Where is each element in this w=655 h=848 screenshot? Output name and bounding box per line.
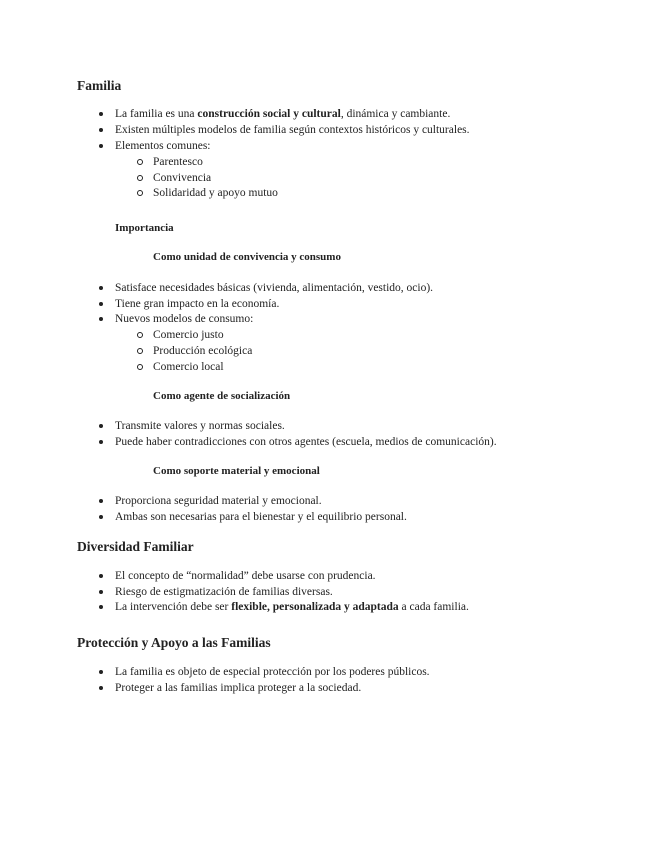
- text-run: a cada familia.: [398, 601, 469, 613]
- bold-text: construcción social y cultural: [197, 108, 341, 120]
- list-item: [115, 107, 450, 121]
- section-heading-diversidad: Diversidad Familiar: [77, 539, 194, 554]
- list-item: La familia es objeto de especial protección por los poderes públicos.: [115, 666, 430, 678]
- list-item: Puede haber contradicciones con otros agentes (escuela, medios de comunicación).: [115, 436, 497, 448]
- section-heading-familia: Familia: [77, 78, 122, 93]
- list-item: Nuevos modelos de consumo:: [115, 313, 254, 325]
- subheading-soporte: Como soporte material y emocional: [153, 465, 320, 477]
- list-item: Proteger a las familias implica proteger a la sociedad.: [115, 682, 362, 694]
- sub-list-item: Parentesco: [153, 156, 203, 168]
- sub-list-item: Comercio justo: [153, 329, 224, 341]
- subheading-convivencia-consumo: Como unidad de convivencia y consumo: [153, 251, 341, 263]
- sub-list-item: Comercio local: [153, 361, 224, 373]
- subheading-importancia: Importancia: [115, 222, 174, 234]
- list-item: Elementos comunes:: [115, 140, 211, 152]
- text-run: , dinámica y cambiante.: [340, 108, 451, 120]
- text-run: La familia es una: [115, 108, 198, 120]
- list-item: El concepto de “normalidad” debe usarse con prudencia.: [115, 570, 376, 582]
- sub-list-item: Convivencia: [153, 172, 212, 184]
- bold-text: flexible, personalizada y adaptada: [231, 601, 399, 613]
- sub-list-item: Solidaridad y apoyo mutuo: [153, 187, 278, 199]
- list-item: Ambas son necesarias para el bienestar y el equilibrio personal.: [115, 511, 407, 523]
- list-item: Existen múltiples modelos de familia según contextos históricos y culturales.: [115, 124, 470, 136]
- list-item: Satisface necesidades básicas (vivienda, alimentación, vestido, ocio).: [115, 282, 434, 294]
- section-heading-proteccion: Protección y Apoyo a las Familias: [77, 635, 271, 650]
- list-item: Riesgo de estigmatización de familias diversas.: [115, 586, 333, 598]
- sub-list-item: Producción ecológica: [153, 345, 253, 357]
- list-item: Tiene gran impacto en la economía.: [115, 298, 280, 310]
- text-run: La intervención debe ser: [115, 601, 232, 613]
- subheading-socializacion: Como agente de socialización: [153, 390, 291, 402]
- list-item: Transmite valores y normas sociales.: [115, 420, 285, 432]
- list-item: Proporciona seguridad material y emocional.: [115, 495, 322, 507]
- list-item: [115, 600, 469, 614]
